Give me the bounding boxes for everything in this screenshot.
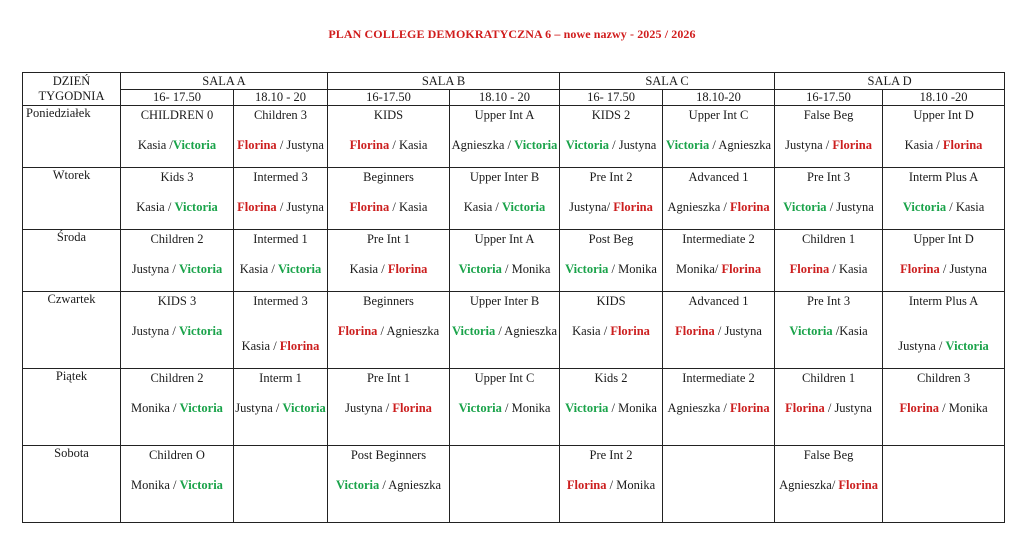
day-name: Środa xyxy=(23,230,121,292)
day-row xyxy=(23,106,1005,168)
teacher-text: / Monika xyxy=(501,401,551,415)
teacher-text: / Agnieszka xyxy=(709,138,772,152)
teacher-victoria: Victoria xyxy=(179,478,223,492)
class-name xyxy=(663,446,774,448)
teacher-victoria: Victoria xyxy=(565,138,610,152)
class-name: Children 1 xyxy=(801,232,856,246)
class-cell xyxy=(663,168,775,230)
class-cell xyxy=(328,446,450,523)
class-name: Upper Int A xyxy=(474,232,535,246)
day-column-header xyxy=(23,73,121,106)
teachers xyxy=(328,309,449,339)
teacher-text: / Agnieszka xyxy=(495,324,558,338)
class-name: Upper Int C xyxy=(688,108,749,122)
teacher-text: Justyna / xyxy=(785,138,833,152)
class-cell xyxy=(450,292,560,369)
time-slot-header: 18.10 - 20 xyxy=(450,90,560,106)
day-row xyxy=(23,168,1005,230)
teacher-victoria: Victoria xyxy=(277,262,322,276)
teachers xyxy=(121,247,233,277)
class-cell xyxy=(450,446,560,523)
class-name: Intermed 3 xyxy=(253,170,308,184)
class-name: Interm Plus A xyxy=(908,170,979,184)
teacher-text: / Justyna xyxy=(276,138,324,152)
class-name: Children 2 xyxy=(150,371,204,385)
class-cell xyxy=(450,106,560,168)
teachers xyxy=(663,185,774,215)
teachers xyxy=(663,247,774,277)
class-name: Upper Inter B xyxy=(469,170,540,184)
class-name: Upper Int D xyxy=(913,232,974,246)
teachers xyxy=(121,463,233,493)
teachers xyxy=(883,386,1004,416)
teacher-text: Justyna / xyxy=(898,339,946,353)
class-name: KIDS xyxy=(373,108,404,122)
class-name: Intermed 1 xyxy=(253,232,308,246)
teachers xyxy=(234,247,327,277)
teacher-florina: Florina xyxy=(899,401,940,415)
teacher-victoria: Victoria xyxy=(179,401,223,415)
class-name: Intermediate 2 xyxy=(682,371,755,385)
teacher-text: / Kasia xyxy=(946,200,985,214)
teachers xyxy=(560,123,662,153)
teachers xyxy=(234,123,327,153)
class-cell xyxy=(883,168,1005,230)
teacher-text: Kasia / xyxy=(572,324,611,338)
class-cell xyxy=(234,369,328,446)
day-name: Czwartek xyxy=(23,292,121,369)
teachers xyxy=(775,309,882,339)
teacher-text: Kasia / xyxy=(239,262,278,276)
class-cell xyxy=(121,230,234,292)
teachers xyxy=(560,309,662,339)
teacher-florina: Florina xyxy=(349,200,390,214)
teacher-text: / Monika xyxy=(501,262,551,276)
teacher-text: Justyna / xyxy=(235,401,283,415)
day-row xyxy=(23,230,1005,292)
teacher-text: Kasia / xyxy=(349,262,388,276)
teacher-florina: Florina xyxy=(610,324,650,338)
class-name: KIDS xyxy=(596,294,626,308)
teacher-text: / Justyna xyxy=(824,401,872,415)
teacher-text: Kasia / xyxy=(463,200,502,214)
day-name: Sobota xyxy=(23,446,121,523)
teacher-florina: Florina xyxy=(785,401,825,415)
class-cell xyxy=(121,168,234,230)
teachers xyxy=(883,123,1004,153)
class-name: KIDS 3 xyxy=(157,294,197,308)
teachers xyxy=(883,185,1004,215)
class-cell xyxy=(883,292,1005,369)
teacher-florina: Florina xyxy=(789,262,830,276)
class-cell xyxy=(663,369,775,446)
class-cell xyxy=(560,168,663,230)
class-cell xyxy=(775,106,883,168)
teachers xyxy=(663,386,774,416)
class-cell xyxy=(883,230,1005,292)
teacher-text: Agnieszka/ xyxy=(779,478,839,492)
teachers xyxy=(883,247,1004,277)
teachers xyxy=(121,309,233,339)
class-cell xyxy=(328,106,450,168)
page-title: PLAN COLLEGE DEMOKRATYCZNA 6 – nowe nazwy - 2025 / 2026 xyxy=(328,27,696,41)
class-name: Intermed 3 xyxy=(253,294,308,308)
teacher-victoria: Victoria xyxy=(565,262,609,276)
class-name: Children 2 xyxy=(150,232,204,246)
teacher-text: Justyna / xyxy=(345,401,393,415)
class-cell xyxy=(234,106,328,168)
class-name: Children 3 xyxy=(253,108,308,122)
teacher-text: / Justyna xyxy=(939,262,987,276)
teachers xyxy=(663,309,774,339)
teacher-victoria: Victoria xyxy=(458,262,502,276)
teacher-text: / Kasia xyxy=(389,200,428,214)
class-name: Upper Int D xyxy=(913,108,974,122)
teacher-victoria: Victoria xyxy=(282,401,326,415)
teacher-florina: Florina xyxy=(721,262,762,276)
teacher-florina: Florina xyxy=(387,262,428,276)
teachers xyxy=(234,309,327,354)
class-cell xyxy=(775,446,883,523)
teachers xyxy=(560,185,662,215)
teacher-text: / Justyna xyxy=(276,200,324,214)
teachers xyxy=(328,185,449,215)
class-name: Pre Int 1 xyxy=(366,232,411,246)
class-cell xyxy=(560,446,663,523)
day-row xyxy=(23,369,1005,446)
class-name: CHILDREN 0 xyxy=(140,108,214,122)
room-header-c: SALA C xyxy=(560,73,775,90)
class-cell xyxy=(560,369,663,446)
teachers xyxy=(328,123,449,153)
class-name xyxy=(883,446,1004,448)
teacher-text: Agnieszka / xyxy=(667,200,730,214)
teacher-text: / Monika xyxy=(606,478,656,492)
teachers xyxy=(560,247,662,277)
teachers xyxy=(775,386,882,416)
teacher-text: / Monika xyxy=(608,262,657,276)
class-name: KIDS 2 xyxy=(591,108,631,122)
teachers xyxy=(663,123,774,153)
teacher-victoria: Victoria xyxy=(902,200,947,214)
class-name: Post Beg xyxy=(588,232,634,246)
class-cell xyxy=(328,292,450,369)
day-row xyxy=(23,292,1005,369)
teacher-victoria: Victoria xyxy=(174,200,218,214)
class-name: Post Beginners xyxy=(350,448,427,462)
teacher-text: / Monika xyxy=(939,401,988,415)
time-slot-header: 16- 17.50 xyxy=(121,90,234,106)
teachers xyxy=(328,463,449,493)
teacher-florina: Florina xyxy=(279,339,320,353)
class-cell xyxy=(121,446,234,523)
teacher-victoria: Victoria xyxy=(335,478,380,492)
teacher-victoria: Victoria xyxy=(565,401,609,415)
class-cell xyxy=(121,292,234,369)
teacher-text: Agnieszka / xyxy=(451,138,515,152)
teacher-text: Agnieszka / xyxy=(667,401,730,415)
class-cell xyxy=(328,369,450,446)
teacher-text: Monika / xyxy=(131,401,180,415)
class-name: False Beg xyxy=(803,448,854,462)
class-cell xyxy=(121,106,234,168)
teacher-florina: Florina xyxy=(729,200,770,214)
teacher-victoria: Victoria xyxy=(666,138,710,152)
class-name: Pre Int 3 xyxy=(807,170,851,184)
teachers xyxy=(775,463,882,493)
teachers xyxy=(450,309,559,339)
teacher-florina: Florina xyxy=(349,138,390,152)
class-name: False Beg xyxy=(803,108,854,122)
teacher-text: / Justyna xyxy=(609,138,657,152)
teachers xyxy=(450,386,559,416)
teacher-florina: Florina xyxy=(832,138,872,152)
class-name: Interm 1 xyxy=(259,371,302,385)
teacher-florina: Florina xyxy=(566,478,607,492)
teacher-text: / Kasia xyxy=(829,262,868,276)
class-cell xyxy=(450,230,560,292)
class-name: Advanced 1 xyxy=(688,294,749,308)
class-cell xyxy=(560,292,663,369)
class-cell xyxy=(663,106,775,168)
class-cell xyxy=(775,168,883,230)
class-name: Upper Inter B xyxy=(469,294,540,308)
day-name: Piątek xyxy=(23,369,121,446)
room-header-d: SALA D xyxy=(775,73,1005,90)
class-name: Pre Int 1 xyxy=(366,371,411,385)
teacher-victoria: Victoria xyxy=(514,138,558,152)
time-slot-header: 16- 17.50 xyxy=(560,90,663,106)
teachers xyxy=(560,463,662,493)
teachers xyxy=(121,386,233,416)
teacher-text: Kasia / xyxy=(136,200,175,214)
class-name: Upper Int C xyxy=(474,371,535,385)
teacher-text: Monika / xyxy=(131,478,180,492)
class-name: Pre Int 2 xyxy=(589,170,633,184)
class-cell xyxy=(450,369,560,446)
class-name: Children O xyxy=(149,448,205,462)
class-cell xyxy=(121,369,234,446)
teacher-victoria: Victoria xyxy=(172,138,217,152)
class-cell xyxy=(883,369,1005,446)
class-name: Children 1 xyxy=(801,371,856,385)
class-cell xyxy=(775,292,883,369)
class-cell xyxy=(328,230,450,292)
teacher-florina: Florina xyxy=(942,138,983,152)
class-cell xyxy=(234,292,328,369)
teacher-florina: Florina xyxy=(237,138,277,152)
teachers xyxy=(450,185,559,215)
teachers xyxy=(121,185,233,215)
class-cell xyxy=(328,168,450,230)
teacher-text: /Kasia xyxy=(832,324,868,338)
teachers xyxy=(234,185,327,215)
teachers xyxy=(775,185,882,215)
teacher-text: / Justyna xyxy=(714,324,762,338)
teachers xyxy=(560,386,662,416)
teacher-text: Justyna/ xyxy=(569,200,614,214)
class-cell xyxy=(234,446,328,523)
teachers xyxy=(328,386,449,416)
class-name: Kids 2 xyxy=(594,371,628,385)
class-cell xyxy=(775,230,883,292)
class-name: Advanced 1 xyxy=(688,170,749,184)
time-slot-header: 16-17.50 xyxy=(775,90,883,106)
teacher-victoria: Victoria xyxy=(178,324,223,338)
teacher-text: Justyna / xyxy=(131,324,179,338)
time-slot-header: 18.10 -20 xyxy=(883,90,1005,106)
teachers xyxy=(775,123,882,153)
schedule-table xyxy=(22,72,1005,523)
teacher-text: Kasia / xyxy=(137,138,173,152)
class-name: Kids 3 xyxy=(160,170,194,184)
teacher-florina: Florina xyxy=(337,324,378,338)
class-name: Interm Plus A xyxy=(908,294,979,308)
class-name: Upper Int A xyxy=(474,108,535,122)
class-name: Pre Int 3 xyxy=(807,294,851,308)
day-row xyxy=(23,446,1005,523)
teacher-text: Kasia / xyxy=(904,138,943,152)
teacher-florina: Florina xyxy=(237,200,277,214)
time-slot-header: 18.10-20 xyxy=(663,90,775,106)
teacher-text: / Justyna xyxy=(826,200,874,214)
day-name: Wtorek xyxy=(23,168,121,230)
teacher-text: / Agnieszka xyxy=(377,324,440,338)
day-header-label: DZIEŃ TYGODNIA xyxy=(38,74,105,103)
teachers xyxy=(450,247,559,277)
class-cell xyxy=(663,446,775,523)
teacher-florina: Florina xyxy=(613,200,653,214)
class-name xyxy=(234,446,327,448)
class-cell xyxy=(883,446,1005,523)
teacher-text: / Kasia xyxy=(389,138,428,152)
class-cell xyxy=(234,230,328,292)
teacher-florina: Florina xyxy=(900,262,940,276)
class-name: Beginners xyxy=(363,294,414,308)
teacher-text: Monika/ xyxy=(676,262,722,276)
time-slot-header: 16-17.50 xyxy=(328,90,450,106)
teachers xyxy=(121,123,233,153)
class-cell xyxy=(234,168,328,230)
teacher-victoria: Victoria xyxy=(458,401,502,415)
room-header-b: SALA B xyxy=(328,73,560,90)
teacher-text: Kasia / xyxy=(241,339,280,353)
class-cell xyxy=(883,106,1005,168)
class-name: Pre Int 2 xyxy=(589,448,633,462)
teacher-text: Justyna / xyxy=(131,262,179,276)
class-name: Children 3 xyxy=(916,371,971,385)
teacher-florina: Florina xyxy=(392,401,432,415)
teacher-text: / Monika xyxy=(608,401,657,415)
teachers xyxy=(234,386,327,416)
teacher-victoria: Victoria xyxy=(789,324,833,338)
teacher-victoria: Victoria xyxy=(178,262,223,276)
teacher-florina: Florina xyxy=(729,401,770,415)
class-cell xyxy=(663,292,775,369)
class-cell xyxy=(663,230,775,292)
time-slot-header: 18.10 - 20 xyxy=(234,90,328,106)
teacher-florina: Florina xyxy=(838,478,879,492)
teacher-victoria: Victoria xyxy=(783,200,827,214)
class-name xyxy=(450,446,559,448)
teacher-text: / Agnieszka xyxy=(379,478,442,492)
teacher-florina: Florina xyxy=(675,324,715,338)
teacher-victoria: Victoria xyxy=(501,200,546,214)
class-cell xyxy=(560,230,663,292)
teachers xyxy=(883,309,1004,354)
teacher-victoria: Victoria xyxy=(945,339,989,353)
teachers xyxy=(328,247,449,277)
class-name: Intermediate 2 xyxy=(682,232,755,246)
class-cell xyxy=(450,168,560,230)
day-name: Poniedziałek xyxy=(23,106,121,168)
class-name: Beginners xyxy=(363,170,414,184)
room-header-a: SALA A xyxy=(121,73,328,90)
teachers xyxy=(450,123,559,153)
class-cell xyxy=(560,106,663,168)
class-cell xyxy=(775,369,883,446)
teacher-victoria: Victoria xyxy=(451,324,496,338)
teachers xyxy=(775,247,882,277)
